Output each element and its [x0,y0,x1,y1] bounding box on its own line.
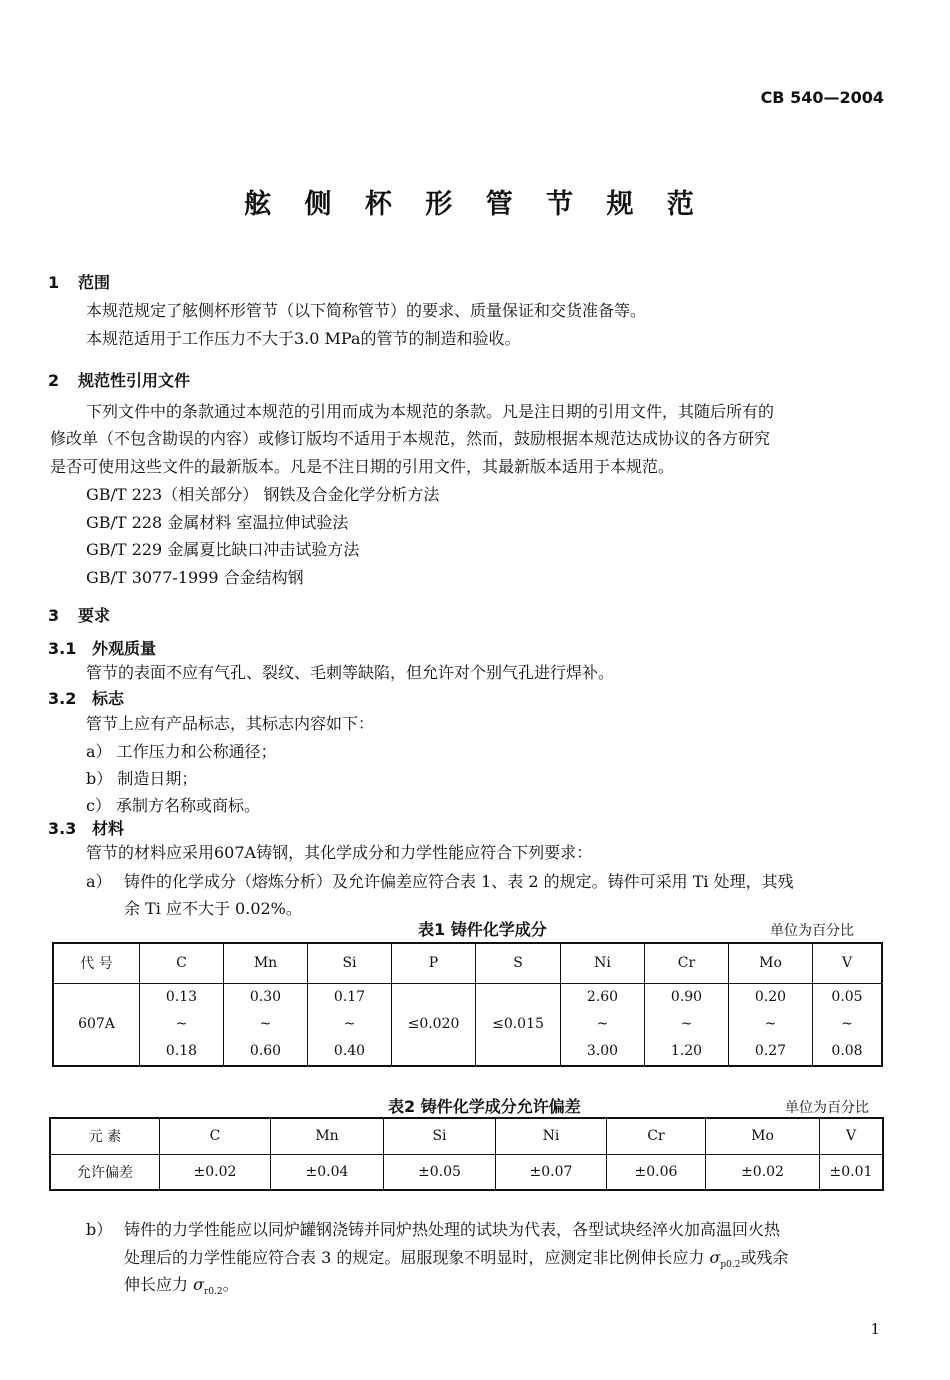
marking-item: b） 制造日期； [86,769,198,788]
item-b-label: b） [86,1220,113,1239]
tolerance-cell: ±0.06 [607,1154,706,1190]
section-title: 规范性引用文件 [78,371,191,390]
section-number: 2 [48,371,60,390]
header-cell: Ni [561,943,645,983]
subsection-title: 外观质量 [92,639,157,658]
section-number: 3 [48,606,60,625]
header-cell: C [140,943,224,983]
sigma-symbol: σ [193,1275,205,1294]
grade-cell: 607A [53,983,140,1066]
header-cell: Ni [496,1118,607,1154]
header-cell: V [813,943,883,983]
section-number: 1 [48,273,60,292]
header-cell: S [476,943,561,983]
reference-item: GB/T 228 金属材料 室温拉伸试验法 [86,513,349,532]
subsection-number: 3.1 [48,639,77,658]
mo-range-cell: 0.20 ~ 0.27 [729,983,813,1066]
section-title: 范围 [78,273,111,292]
subscript: r0.2 [204,1287,223,1298]
tolerance-cell: ±0.05 [384,1154,496,1190]
subsection-3-2-heading [48,686,124,709]
item-b-line-1: 铸件的力学性能应以同炉罐钢浇铸并同炉热处理的试块为代表，各型试块经淬火加高温回火热 [124,1220,781,1239]
sigma-symbol: σ [709,1248,721,1267]
section-3-heading [48,603,110,626]
table-2-unit: 单位为百分比 [785,1100,869,1116]
section-1-heading [48,270,110,293]
section-title: 要求 [78,606,111,625]
tolerance-cell: ±0.07 [496,1154,607,1190]
mn-range-cell: 0.30 ~ 0.60 [224,983,308,1066]
section-2-heading [48,368,190,391]
references-text-line-2: 修改单（不包含勘误的内容）或修订版均不适用于本规范，然而，鼓励根据本规范达成协议的各方研究 [50,429,771,448]
si-range-cell: 0.17 ~ 0.40 [308,983,392,1066]
scope-paragraph-1: 本规范规定了舷侧杯形管节（以下简称管节）的要求、质量保证和交货准备等。 [86,301,647,320]
reference-item: GB/T 229 金属夏比缺口冲击试验方法 [86,540,360,559]
scope-paragraph-2: 本规范适用于工作压力不大于3.0 MPa的管节的制造和验收。 [86,329,521,348]
subsection-number: 3.3 [48,819,77,838]
subsection-title: 标志 [92,689,125,708]
header-cell: Cr [645,943,729,983]
row-label-cell: 允许偏差 [50,1154,160,1190]
chemical-composition-table [52,942,883,1067]
table-1-caption: 表1 铸件化学成分 [418,920,547,939]
tolerance-cell: ±0.02 [160,1154,271,1190]
item-b-line-3: 伸长应力 $\sigma_{r0.2}$。 [124,1275,239,1298]
appearance-text: 管节的表面不应有气孔、裂纹、毛刺等缺陷，但允许对个别气孔进行焊补。 [86,663,615,682]
marking-item: a） 工作压力和公称通径； [86,742,277,761]
tolerance-cell: ±0.02 [706,1154,820,1190]
subsection-title: 材料 [92,819,125,838]
marking-item: c） 承制方名称或商标。 [86,796,261,815]
document-number: CB 540—2004 [760,88,884,107]
header-cell: C [160,1118,271,1154]
material-text: 管节的材料应采用607A铸钢，其化学成分和力学性能应符合下列要求： [86,843,593,862]
subsection-number: 3.2 [48,689,77,708]
tolerance-cell: ±0.04 [271,1154,384,1190]
header-cell: Mn [271,1118,384,1154]
header-cell: Mo [729,943,813,983]
c-range-cell: 0.13 ~ 0.18 [140,983,224,1066]
p-limit-cell: ≤0.020 [392,983,476,1066]
header-cell: 元 素 [50,1118,160,1154]
reference-item: GB/T 223（相关部分） 钢铁及合金化学分析方法 [86,485,440,504]
item-a-line-2: 余 Ti 应不大于 0.02%。 [124,899,302,918]
table-row [50,1154,883,1190]
header-cell: V [820,1118,884,1154]
table-2-caption: 表2 铸件化学成分允许偏差 [388,1097,581,1116]
item-a-line-1: 铸件的化学成分（熔炼分析）及允许偏差应符合表 1、表 2 的规定。铸件可采用 Ti 处理，其残 [124,872,794,891]
table-row [53,983,882,1066]
header-cell: P [392,943,476,983]
tolerance-cell: ±0.01 [820,1154,884,1190]
references-text-line-1: 下列文件中的条款通过本规范的引用而成为本规范的条款。凡是注日期的引用文件，其随后所有的 [86,402,775,421]
subsection-3-1-heading [48,636,156,659]
page-title: 舷 侧 杯 形 管 节 规 范 [244,189,706,220]
subsection-3-3-heading [48,816,124,839]
v-range-cell: 0.05 ~ 0.08 [813,983,883,1066]
subscript: p0.2 [720,1260,741,1271]
header-cell: Si [384,1118,496,1154]
ni-range-cell: 2.60 ~ 3.00 [561,983,645,1066]
table-header-row [53,943,882,983]
reference-item: GB/T 3077-1999 合金结构钢 [86,568,304,587]
header-cell: Mo [706,1118,820,1154]
header-cell: Mn [224,943,308,983]
marking-text: 管节上应有产品标志，其标志内容如下： [86,714,375,733]
header-cell: Si [308,943,392,983]
table-1-unit: 单位为百分比 [770,923,854,939]
item-a-label: a） [86,872,112,891]
s-limit-cell: ≤0.015 [476,983,561,1066]
item-b-line-2: 处理后的力学性能应符合表 3 的规定。屈服现象不明显时，应测定非比例伸长应力 $\sigma_{p0.2}$或残余 [124,1248,789,1271]
page-number: 1 [870,1320,880,1338]
references-text-line-3: 是否可使用这些文件的最新版本。凡是不注日期的引用文件，其最新版本适用于本规范。 [50,457,675,476]
cr-range-cell: 0.90 ~ 1.20 [645,983,729,1066]
header-cell: 代 号 [53,943,140,983]
table-header-row [50,1118,883,1154]
header-cell: Cr [607,1118,706,1154]
composition-tolerance-table [49,1117,884,1191]
